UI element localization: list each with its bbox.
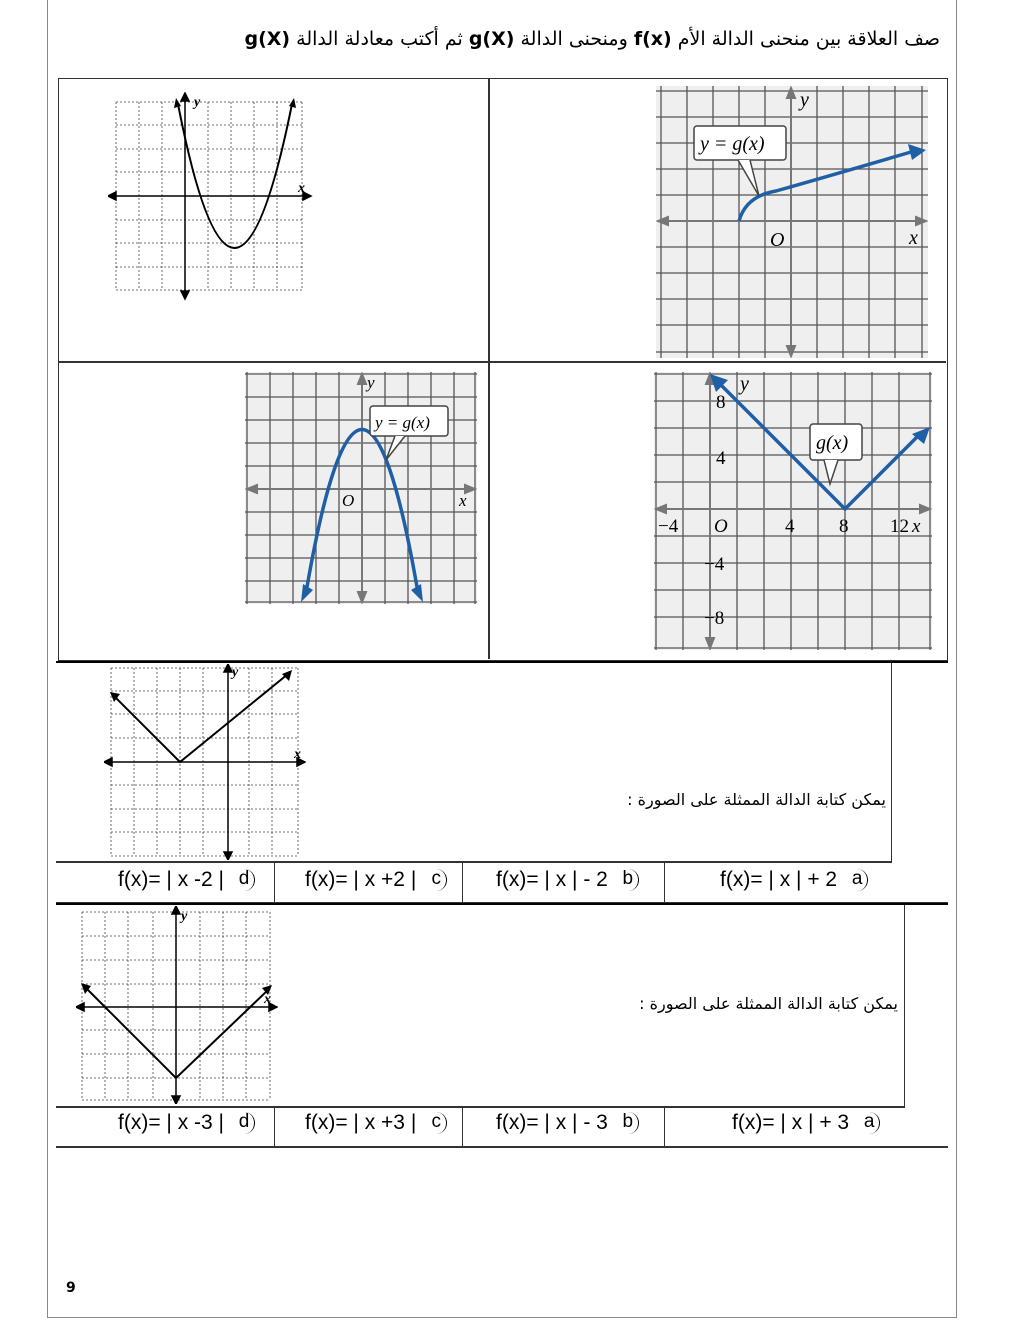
svg-text:y = g(x): y = g(x) [700, 133, 765, 155]
svg-text:8: 8 [716, 392, 726, 413]
svg-text:8: 8 [839, 516, 849, 537]
svg-text:g(x): g(x) [816, 432, 849, 454]
svg-text:4: 4 [716, 448, 726, 469]
svg-text:x: x [912, 516, 921, 537]
q2-option-d[interactable]: f(x)= | x -3 | d [118, 1111, 255, 1135]
q2-option-b[interactable]: f(x)= | x | - 3 b [496, 1111, 639, 1135]
q1-options-top-line [56, 861, 892, 863]
table-vertical-divider [488, 79, 490, 659]
svg-text:12: 12 [890, 516, 909, 537]
svg-text:−4: −4 [704, 554, 725, 575]
q1-option-b[interactable]: f(x)= | x | - 2 b [496, 868, 639, 892]
q2-right-divider [904, 905, 905, 1107]
svg-text:y: y [740, 373, 749, 395]
svg-text:y: y [800, 89, 809, 111]
svg-text:x: x [264, 992, 271, 1007]
svg-text:−4: −4 [658, 516, 679, 537]
svg-text:x: x [298, 181, 305, 196]
table-horizontal-divider [59, 361, 946, 363]
q2-prompt: يمكن كتابة الدالة الممثلة على الصورة : [639, 994, 898, 1013]
q2-options-top-line [56, 1106, 905, 1108]
svg-text:x: x [909, 227, 918, 249]
q2-bottom-line [56, 1146, 948, 1148]
q2-option-a[interactable]: f(x)= | x | + 3 a [732, 1111, 880, 1135]
svg-text:O: O [714, 516, 728, 537]
svg-text:x: x [459, 491, 467, 510]
svg-text:y: y [232, 665, 239, 680]
graph-q1-absolute [104, 664, 306, 860]
graph-q2-absolute [76, 906, 278, 1104]
svg-text:y = g(x): y = g(x) [375, 413, 430, 432]
q1-right-divider [891, 663, 892, 863]
q1-option-a[interactable]: f(x)= | x | + 2 a [720, 868, 868, 892]
q1-prompt: يمكن كتابة الدالة الممثلة على الصورة : [627, 790, 886, 809]
svg-text:−8: −8 [704, 608, 725, 629]
graph-parent-parabola [108, 92, 318, 302]
page-title: صف العلاقة بين منحنى الدالة الأم f(x) ومنحنى الدالة g(X) ثم أكتب معادلة الدالة g(X) [244, 28, 940, 50]
graph-downward-parabola [245, 372, 477, 604]
graph-absolute-shifted [654, 372, 932, 650]
q2-option-c[interactable]: f(x)= | x +3 | c [305, 1111, 447, 1135]
svg-text:O: O [770, 229, 785, 251]
q1-option-c[interactable]: f(x)= | x +2 | c [305, 868, 447, 892]
svg-text:y: y [181, 909, 188, 924]
q1-option-d[interactable]: f(x)= | x -2 | d [118, 868, 255, 892]
graph-sqrt-shifted [656, 86, 928, 358]
svg-text:y: y [194, 95, 201, 110]
svg-text:x: x [294, 747, 301, 762]
svg-text:y: y [367, 373, 375, 392]
page-number: 9 [66, 1280, 76, 1296]
svg-text:4: 4 [785, 516, 795, 537]
svg-text:O: O [342, 491, 355, 510]
